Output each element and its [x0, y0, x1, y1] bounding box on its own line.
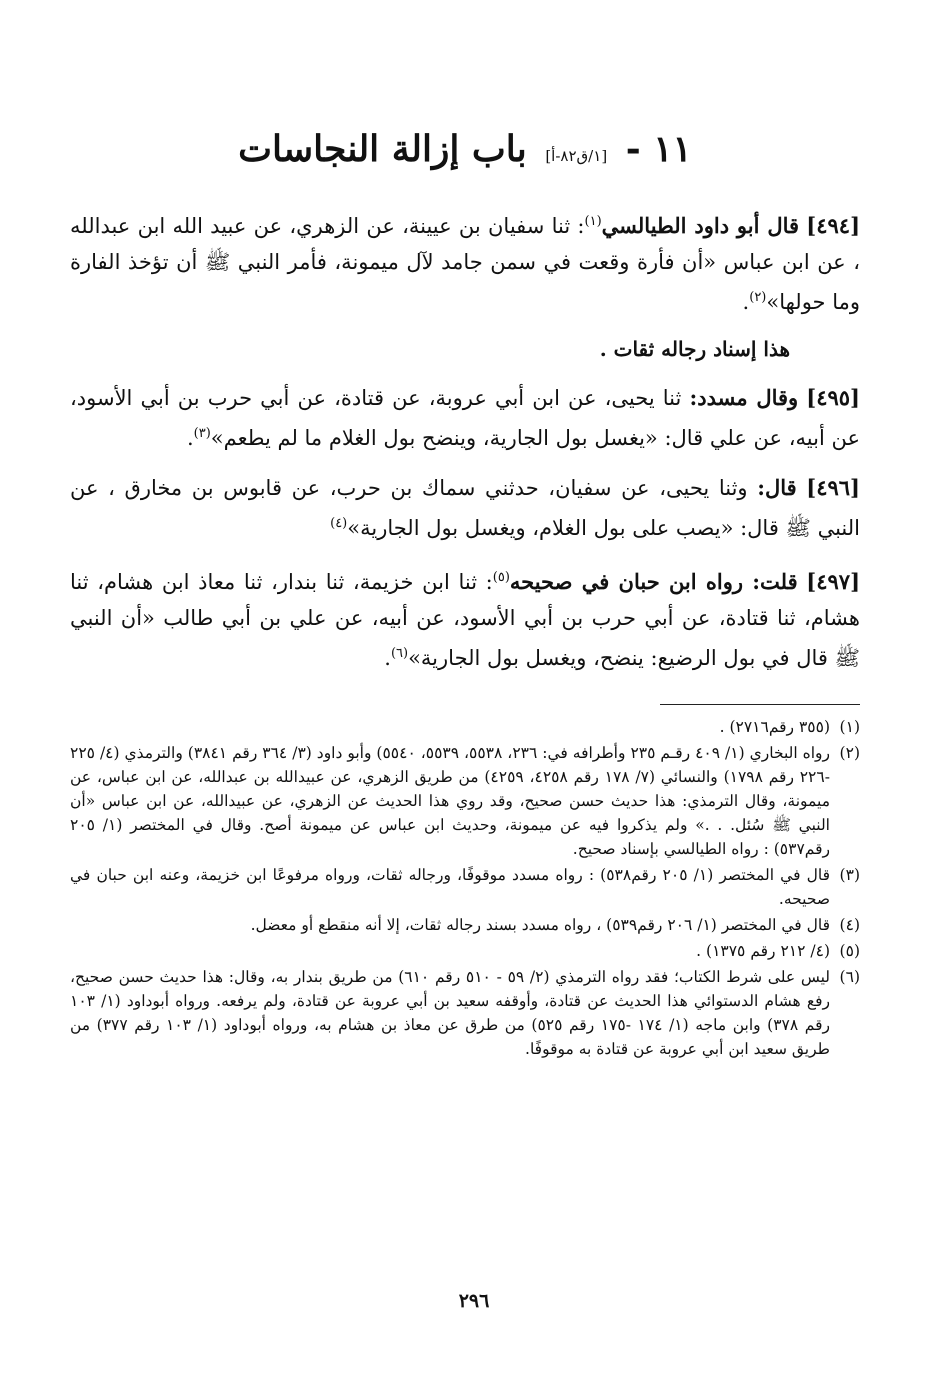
entry-end: .	[384, 646, 391, 670]
entry-number: [٤٩٧]	[806, 569, 860, 594]
entry-number: [٤٩٦]	[806, 475, 860, 500]
footnote-6	[70, 965, 860, 1061]
footnote-number: (٣)	[839, 866, 860, 884]
footnote-ref: (٣)	[193, 426, 211, 441]
footnotes	[70, 715, 860, 1061]
footnote-divider	[660, 704, 860, 705]
footnote-ref: (٥)	[492, 570, 510, 585]
footnote-text: رواه البخاري (١/ ٤٠٩ رقـم ٢٣٥ وأطرافه في: ٢٣٦، ٥٥٣٨، ٥٥٣٩، ٥٥٤٠) وأبو داود (٣/ ٣٦٤ رقم ٣٨٤١) والترمذي (٤/ ٢٢٥ -٢٢٦ رقم ١٧٩٨) والنسائي (٧/ ١٧٨ رقم ٤٢٥٨، ٤٢٥٩) من طريق الزهري، عن عبيدالله بن عبدالله، عن ابن عباس، عن ميمونة، وقال الترمذي: هذا حديث حسن صحيح، وقد روي هذا الحديث عن الزهري، عن عبيدالله، عن ابن عباس «أن النبي ﷺ سُئل. . .» ولم يذكروا فيه عن ميمونة، وحديث ابن عباس عن ميمونة أصح. وقال في المختصر (١/ ٢٠٥ رقم٥٣٧) : رواه الطيالسي بإسناد صحيح.	[70, 744, 831, 858]
hadith-entry-494	[70, 204, 860, 320]
footnote-ref: (٦)	[390, 646, 409, 661]
footnote-text: ليس على شرط الكتاب؛ فقد رواه الترمذي (٢/ ٥٩ - ٥١٠ رقم ٦١٠) من طريق بندار به، وقال: هذا حديث حسن صحيح، رفع هشام الدستوائي هذا الحديث عن قتادة، وأوقفه سعيد بن أبي عروبة عن قتادة، ولم يرفعه. ورواه أبوداود (١/ ١٠٣ رقم ٣٧٨) وابن ماجه (١/ ١٧٤ -١٧٥ رقم ٥٢٥) من طرق عن معاذ بن هشام به، ورواه أبوداود (١/ ١٠٣ رقم ٣٧٧) من طريق سعيد ابن أبي عروبة عن قتادة به موقوفًا.	[70, 968, 830, 1058]
footnote-number: (٤)	[839, 916, 860, 934]
entry-lead: قال أبو داود الطيالسي	[601, 213, 800, 238]
entry-lead: قلت: رواه ابن حبان في صحيحه	[509, 569, 798, 594]
entry-end: .	[742, 290, 750, 314]
chapter-title: باب إزالة النجاسات	[238, 128, 527, 170]
footnote-number: (٦)	[839, 968, 860, 986]
hadith-entry-497	[70, 560, 860, 676]
entry-text: وثنا يحيى، عن سفيان، حدثني سماك بن حرب، عن قابوس بن مخارق ، عن النبي ﷺ قال: «يصب على بول الغلام، ويغسل بول الجارية»	[70, 476, 860, 540]
footnote-ref: (٢)	[749, 290, 767, 305]
footnote-5	[70, 939, 860, 963]
entry-text: ثنا يحيى، عن ابن أبي عروبة، عن قتادة، عن أبي حرب بن أبي الأسود، عن أبيه، عن علي قال: «يغسل بول الجارية، وينضح بول الغلام ما لم يطعم»	[70, 386, 860, 450]
chapter-number: ١١ -	[625, 128, 692, 170]
entry-number: [٤٩٥]	[806, 385, 860, 410]
footnote-1	[70, 715, 860, 739]
entry-lead: وقال مسدد:	[689, 385, 799, 410]
entry-number: [٤٩٤]	[806, 213, 860, 238]
footnote-number: (١)	[839, 718, 860, 736]
entry-end: .	[186, 426, 194, 450]
page-number: ٢٩٦	[458, 1290, 490, 1312]
footnote-number: (٥)	[839, 942, 860, 960]
isnad-note: هذا إسناد رجاله ثقات .	[599, 337, 790, 361]
footnote-text: (٤/ ٢١٢ رقم ١٣٧٥) .	[696, 942, 830, 960]
footnote-ref: (٤)	[330, 516, 348, 531]
manuscript-reference: [١/ق٨٢-أ]	[545, 147, 608, 165]
footnote-number: (٢)	[839, 744, 860, 762]
hadith-entry-495	[70, 380, 860, 456]
chapter-heading	[70, 128, 860, 170]
page-body	[70, 120, 860, 1063]
entry-text: : ثنا سفيان بن عيينة، عن الزهري، عن عبيد الله ابن عبدالله ، عن ابن عباس «أن فأرة وقعت في سمن جامد لآل ميمونة، فأمر النبي ﷺ أن تؤخذ الفارة وما حولها»	[70, 214, 860, 314]
footnote-4	[70, 913, 860, 937]
footnote-text: قال في المختصر (١/ ٢٠٥ رقم٥٣٨) : رواه مسدد موقوفًا، ورجاله ثقات، ورواه مرفوعًا ابن خزيمة، وعنه ابن حبان في صحيحه.	[70, 866, 830, 908]
footnote-ref: (١)	[584, 214, 602, 229]
hadith-entry-496	[70, 470, 860, 546]
footnote-3	[70, 863, 860, 911]
footnote-2	[70, 741, 860, 861]
footnote-text: قال في المختصر (١/ ٢٠٦ رقم٥٣٩) ، رواه مسدد بسند رجاله ثقات، إلا أنه منقطع أو معضل.	[250, 916, 830, 934]
entry-text: : ثنا ابن خزيمة، ثنا بندار، ثنا معاذ ابن هشام، ثنا هشام، ثنا قتادة، عن أبي حرب بن أبي الأسود، عن أبيه، عن علي بن أبي طالب «أن النبي ﷺ قال في بول الرضيع: ينضح، ويغسل بول الجارية»	[70, 570, 860, 670]
entry-lead: قال:	[757, 475, 797, 500]
footnote-text: (٣٥٥ رقم٢٧١٦) .	[719, 718, 830, 736]
